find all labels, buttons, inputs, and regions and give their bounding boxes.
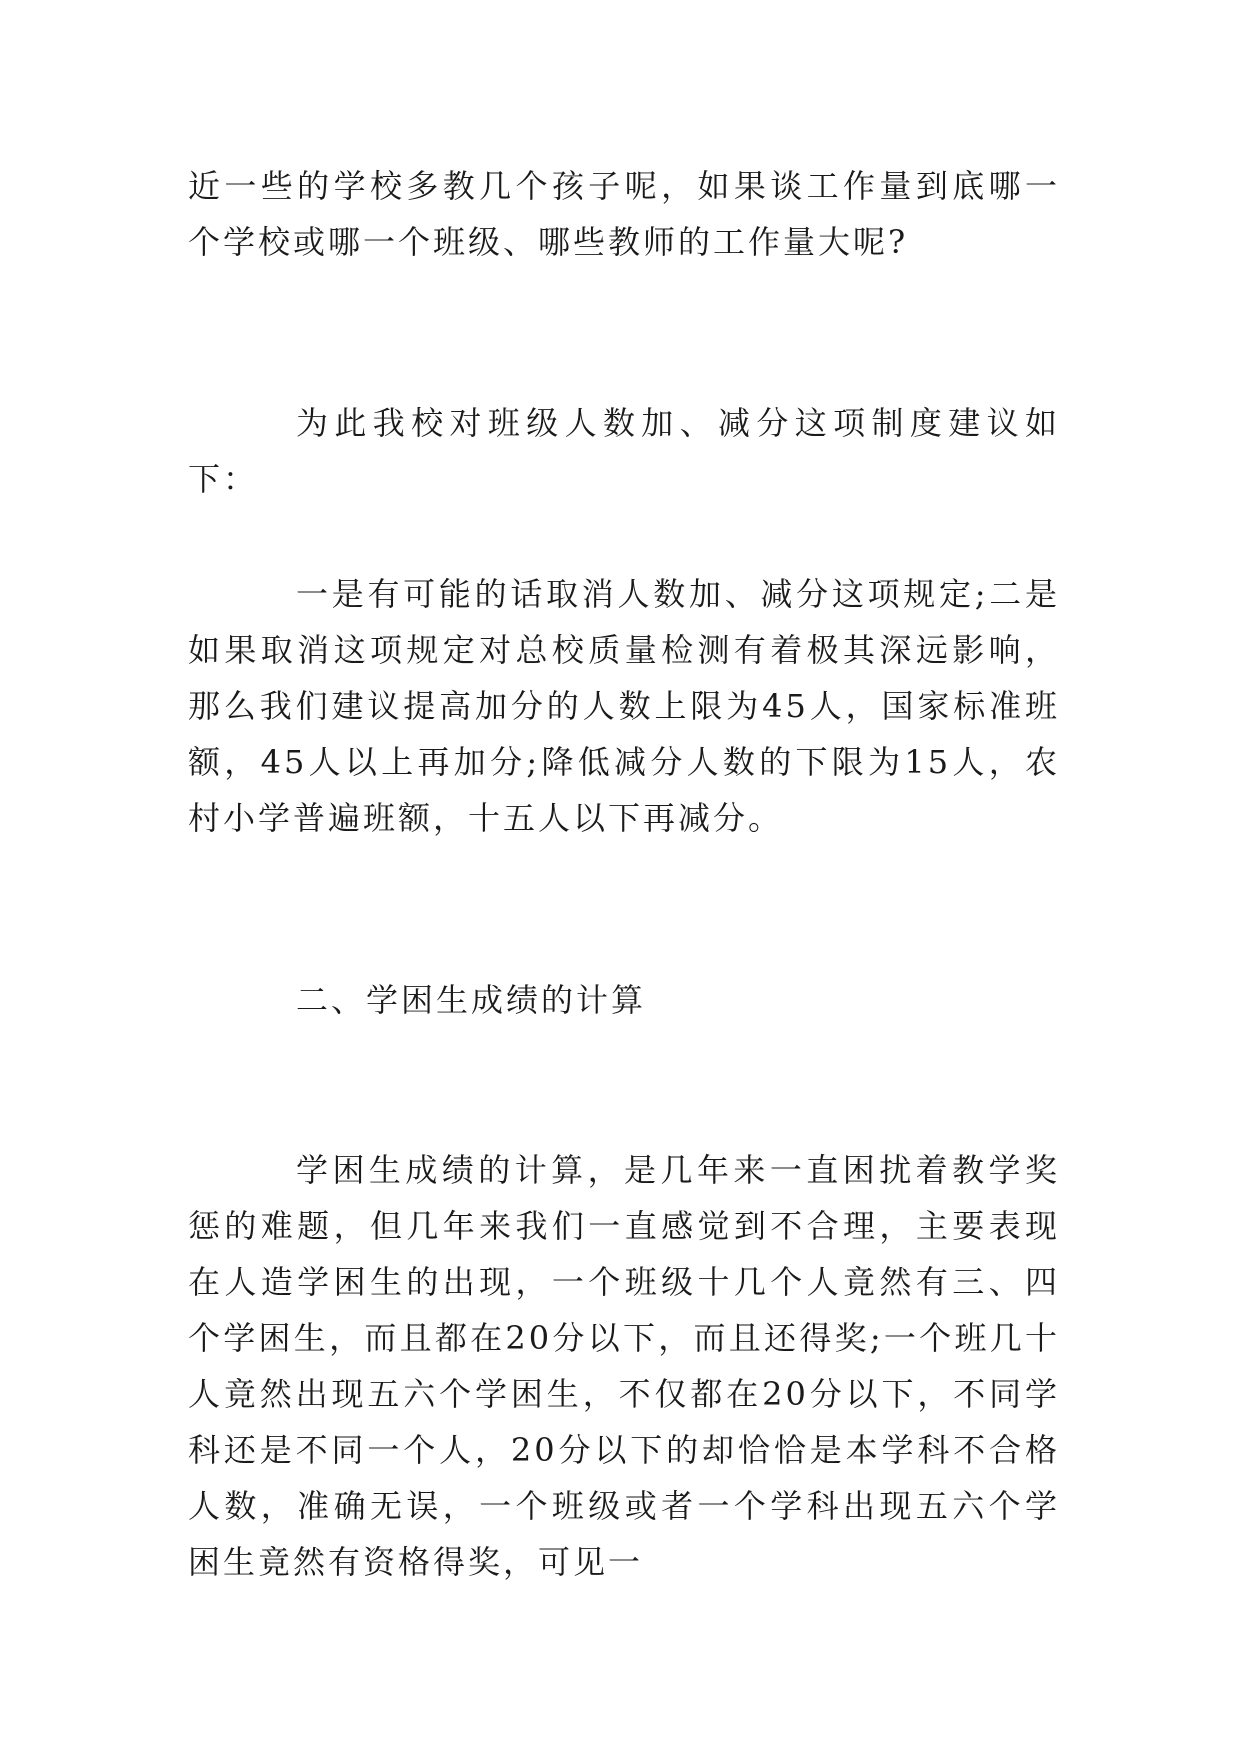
paragraph-continuation: 近一些的学校多教几个孩子呢，如果谈工作量到底哪一个学校或哪一个班级、哪些教师的工作量大呢? — [188, 167, 1060, 261]
paragraph-struggling-students: 学困生成绩的计算，是几年来一直困扰着教学奖惩的难题，但几年来我们一直感觉到不合理，主要表现在人造学困生的出现，一个班级十几个人竟然有三、四个学困生，而且都在20分以下，而且还得奖;一个班几十人竟然出现五六个学困生，不仅都在20分以下，不同学科还是不同一个人，20分以下的却恰恰是本学科不合格人数，准确无误，一个班级或者一个学科出现五六个学困生竟然有资格得奖，可见一 — [188, 1151, 1060, 1581]
paragraph-proposal-intro: 为此我校对班级人数加、减分这项制度建议如下： — [188, 404, 1060, 498]
paragraph-proposal-details: 一是有可能的话取消人数加、减分这项规定;二是如果取消这项规定对总校质量检测有着极其深远影响，那么我们建议提高加分的人数上限为45人，国家标准班额，45人以上再加分;降低减分人数的下限为15人，农村小学普遍班额，十五人以下再减分。 — [188, 575, 1060, 837]
section-heading: 二、学困生成绩的计算 — [296, 981, 647, 1019]
